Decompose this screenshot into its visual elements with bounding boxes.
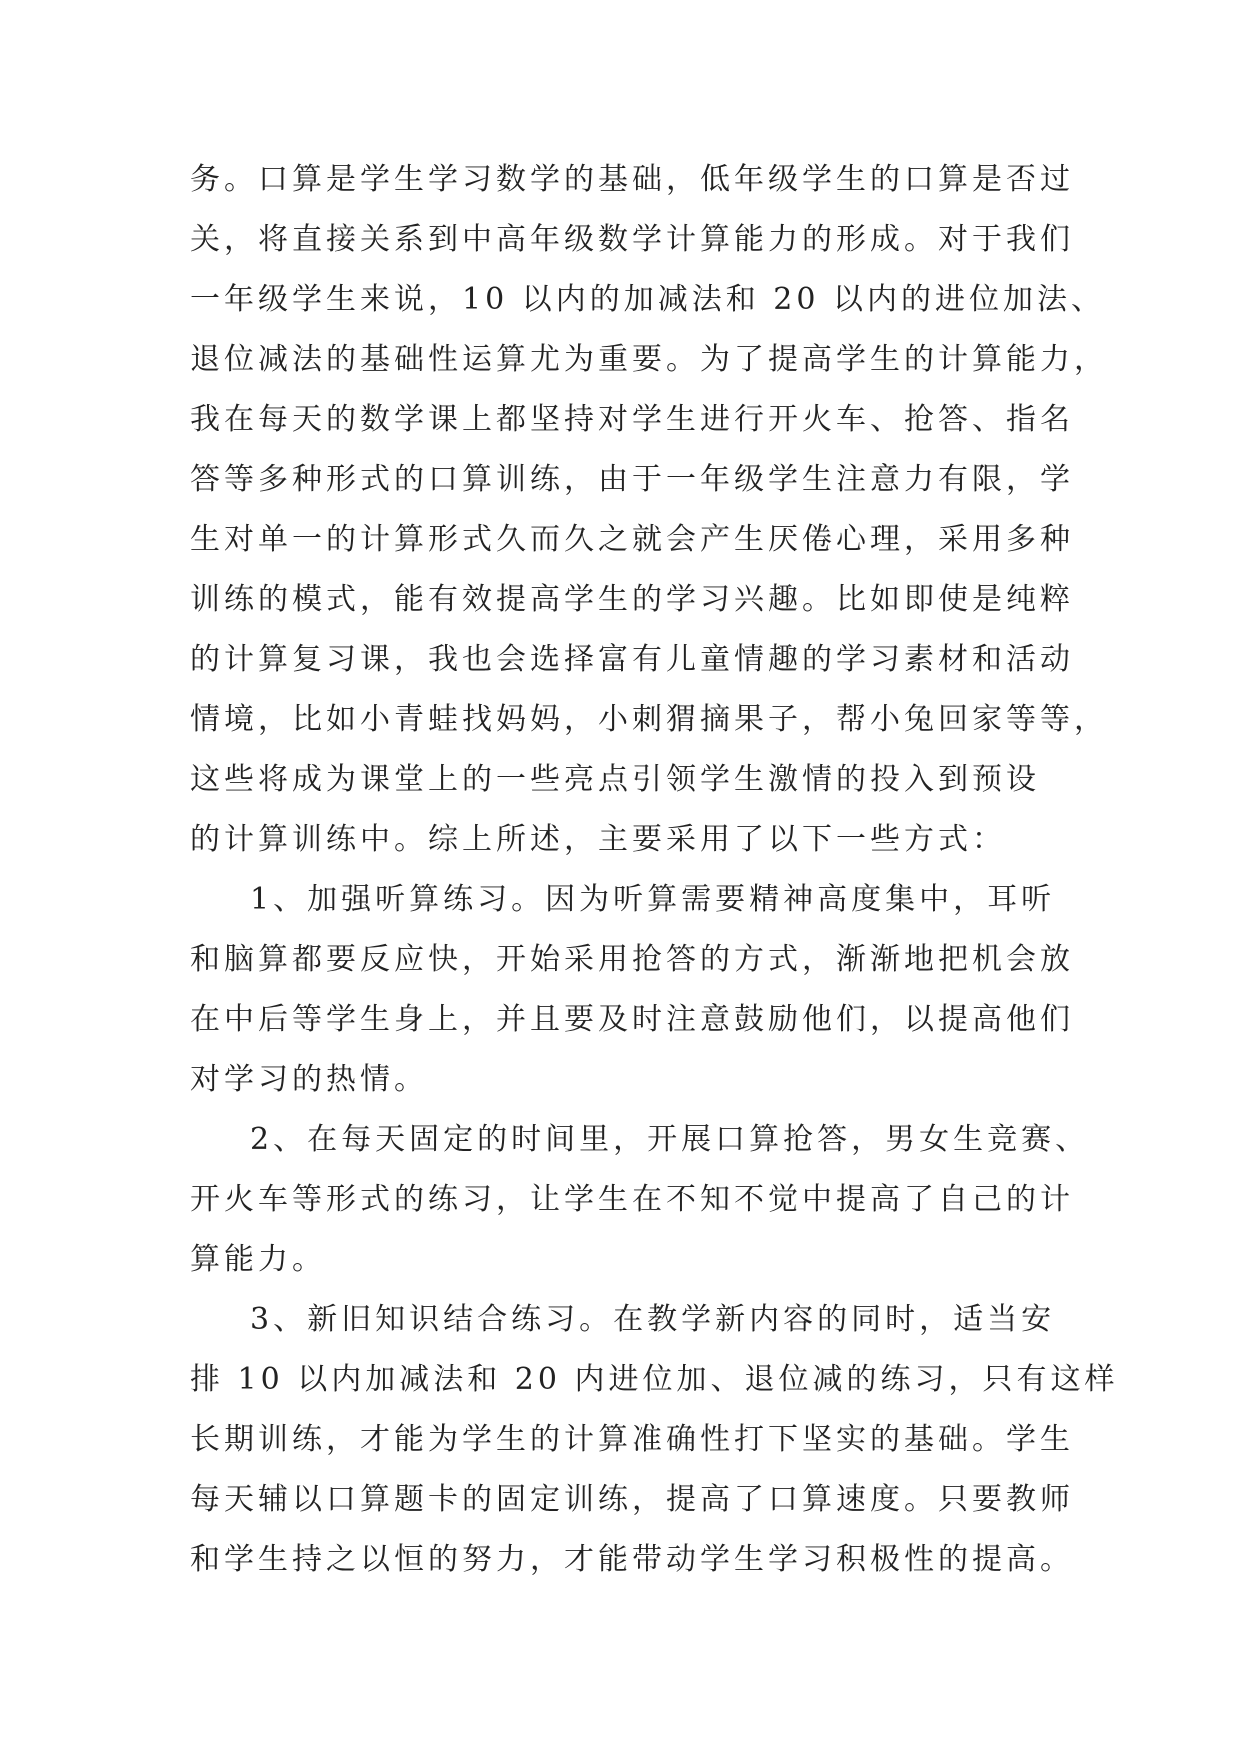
list-item-3-start: 3、新旧知识结合练习。在教学新内容的同时，适当安 xyxy=(250,1302,1056,1337)
text-line: 我在每天的数学课上都坚持对学生进行开火车、抢答、指名 xyxy=(190,402,1074,437)
text-line: 训练的模式，能有效提高学生的学习兴趣。比如即使是纯粹 xyxy=(190,582,1074,617)
text-line: 情境，比如小青蛙找妈妈，小刺猬摘果子，帮小兔回家等等， xyxy=(190,702,1108,737)
list-item-1-start: 1、加强听算练习。因为听算需要精神高度集中，耳听 xyxy=(250,882,1056,917)
text-line: 生对单一的计算形式久而久之就会产生厌倦心理，采用多种 xyxy=(190,522,1074,557)
text-line: 和脑算都要反应快，开始采用抢答的方式，渐渐地把机会放 xyxy=(190,942,1074,977)
text-line: 的计算训练中。综上所述，主要采用了以下一些方式： xyxy=(190,822,1006,857)
text-line: 对学习的热情。 xyxy=(190,1062,428,1097)
text-line: 算能力。 xyxy=(190,1242,326,1277)
text-line: 务。口算是学生学习数学的基础，低年级学生的口算是否过 xyxy=(190,162,1074,197)
text-line: 这些将成为课堂上的一些亮点引领学生激情的投入到预设 xyxy=(190,762,1040,797)
text-line: 和学生持之以恒的努力，才能带动学生学习积极性的提高。 xyxy=(190,1542,1074,1577)
text-line: 在中后等学生身上，并且要及时注意鼓励他们，以提高他们 xyxy=(190,1002,1074,1037)
document-body xyxy=(190,150,1119,1590)
text-line: 排 10 以内加减法和 20 内进位加、退位减的练习，只有这样 xyxy=(190,1362,1119,1397)
text-line: 一年级学生来说，10 以内的加减法和 20 以内的进位加法、 xyxy=(190,282,1105,317)
text-line: 退位减法的基础性运算尤为重要。为了提高学生的计算能力， xyxy=(190,342,1108,377)
text-line: 的计算复习课，我也会选择富有儿童情趣的学习素材和活动 xyxy=(190,642,1074,677)
list-item-2-start: 2、在每天固定的时间里，开展口算抢答，男女生竞赛、 xyxy=(250,1122,1090,1157)
text-line: 答等多种形式的口算训练，由于一年级学生注意力有限，学 xyxy=(190,462,1074,497)
text-line: 关，将直接关系到中高年级数学计算能力的形成。对于我们 xyxy=(190,222,1074,257)
text-line: 开火车等形式的练习，让学生在不知不觉中提高了自己的计 xyxy=(190,1182,1074,1217)
text-line: 每天辅以口算题卡的固定训练，提高了口算速度。只要教师 xyxy=(190,1482,1074,1517)
text-line: 长期训练，才能为学生的计算准确性打下坚实的基础。学生 xyxy=(190,1422,1074,1457)
